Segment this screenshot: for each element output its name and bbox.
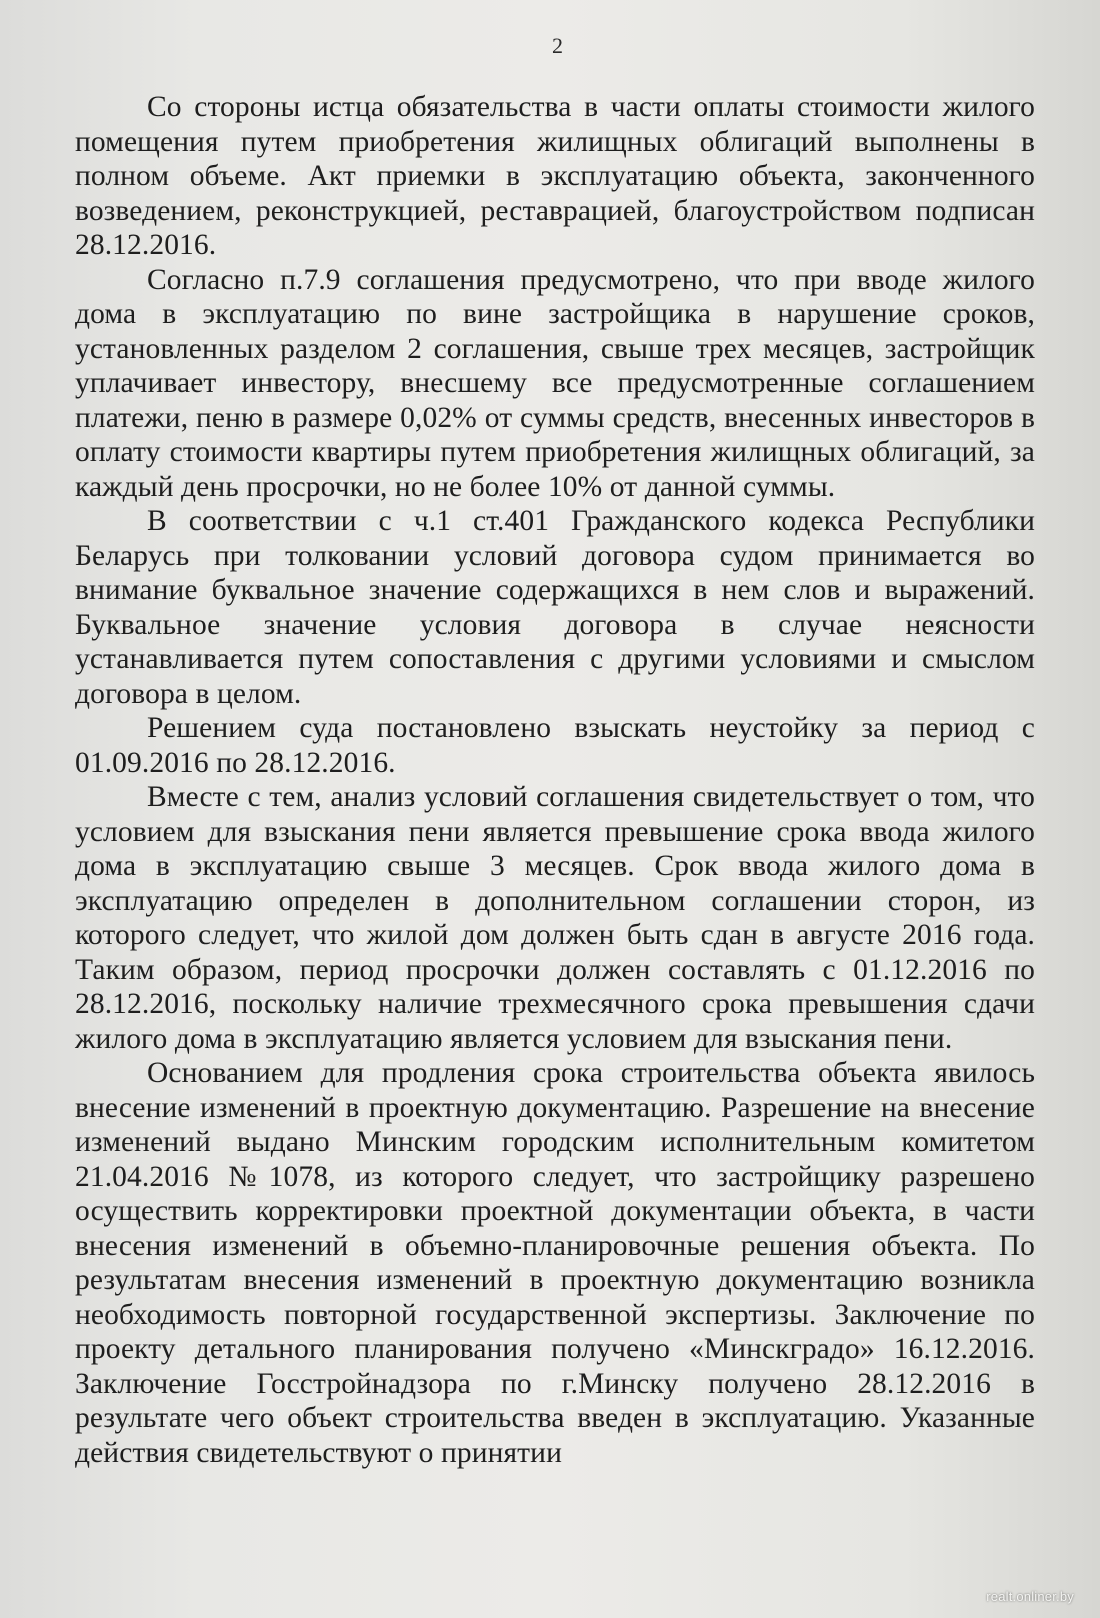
paragraph-penalty-clause: Согласно п.7.9 соглашения предусмотрено, что при вводе жилого дома в эксплуатацию по вине застройщика в нарушение сроков, установленных разделом 2 соглашения, свыше трех месяцев, застройщик уплачивает инвестору, внесшему все предусмотренные соглашением платежи, пеню в размере 0,02% от суммы средств, внесенных инвесторов в оплату стоимости квартиры путем приобретения жилищных облигаций, за каждый день просрочки, но не более 10% от данной суммы. (75, 263, 1035, 503)
paragraph-court-decision: Решением суда постановлено взыскать неустойку за период с 01.09.2016 по 28.12.2016. (75, 712, 1035, 779)
watermark: realt.onliner.by (986, 1589, 1074, 1604)
paragraph-civil-code: В соответствии с ч.1 ст.401 Гражданского кодекса Республики Беларусь при толковании условий договора судом принимается во внимание буквальное значение содержащихся в нем слов и выражений. Буквальное значение условия договора в случае неясности устанавливается путем сопоставления с другими условиями и смыслом договора в целом. (75, 505, 1035, 710)
document-body (75, 90, 1035, 1470)
page-number: 2 (552, 33, 563, 58)
paragraph-analysis: Вместе с тем, анализ условий соглашения свидетельствует о том, что условием для взыскания пени является превышение срока ввода жилого дома в эксплуатацию свыше 3 месяцев. Срок ввода жилого дома в эксплуатацию определен в дополнительном соглашении сторон, из которого следует, что жилой дом должен быть сдан в августе 2016 года. Таким образом, период просрочки должен составлять с 01.12.2016 по 28.12.2016, поскольку наличие трехмесячного срока превышения сдачи жилого дома в эксплуатацию является условием для взыскания пени. (75, 781, 1035, 1055)
paragraph-obligations: Со стороны истца обязательства в части оплаты стоимости жилого помещения путем приобретения жилищных облигаций выполнены в полном объеме. Акт приемки в эксплуатацию объекта, законченного возведением, реконструкцией, реставрацией, благоустройством подписан 28.12.2016. (75, 91, 1035, 261)
paragraph-extension-grounds: Основанием для продления срока строительства объекта явилось внесение изменений в проектную документацию. Разрешение на внесение изменений выдано Минским городским исполнительным комитетом 21.04.2016 №1078, из которого следует, что застройщику разрешено осуществить корректировки проектной документации объекта, в части внесения изменений в объемно-планировочные решения объекта. По результатам внесения изменений в проектную документацию возникла необходимость повторной государственной экспертизы. Заключение по проекту детального планирования получено «Минскградо» 16.12.2016. Заключение Госстройнадзора по г.Минску получено 28.12.2016 в результате чего объект строительства введен в эксплуатацию. Указанные действия свидетельствуют о принятии (75, 1057, 1035, 1469)
